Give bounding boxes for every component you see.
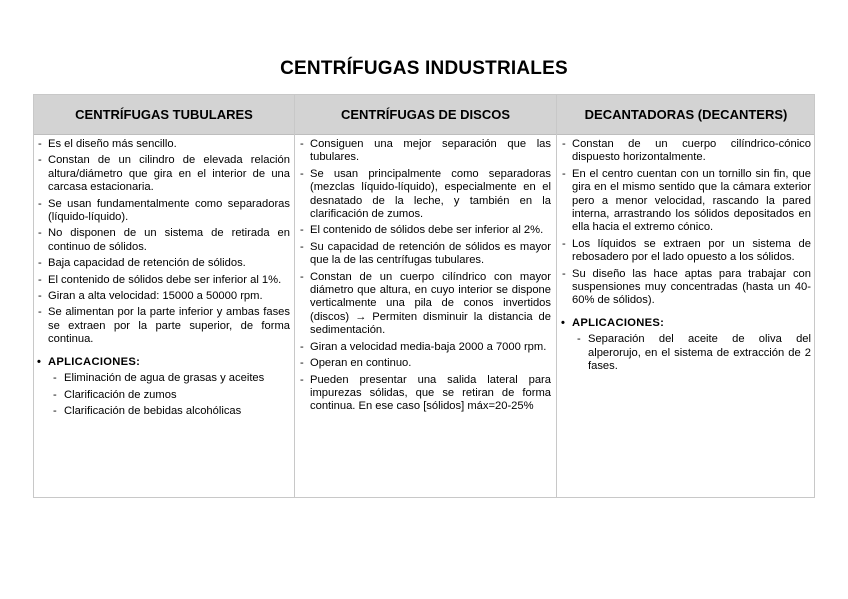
list-item: - Pueden presentar una salida lateral para impurezas sólidas, que se retiran de forma continua. En ese caso [sólidos] máx=20-25% [298, 374, 551, 414]
column-tubulares [36, 138, 290, 421]
list-discos [298, 138, 551, 414]
list-item: - Constan de un cilindro de elevada relación altura/diámetro que gira en el interior de una carcasa estacionaria. [36, 154, 290, 194]
column-divider [294, 95, 295, 497]
applications-list [36, 372, 290, 418]
list-item: - Separación del aceite de oliva del alperorujo, en el sistema de extracción de 2 fases. [576, 333, 811, 373]
list-item: - Los líquidos se extraen por un sistema de rebosadero por el lado opuesto a los sólidos. [560, 238, 811, 265]
list-item: - Es el diseño más sencillo. [36, 138, 290, 151]
list-item: - Operan en continuo. [298, 357, 551, 370]
column-discos [298, 138, 551, 417]
header-tubulares: CENTRÍFUGAS TUBULARES [75, 107, 253, 122]
page-title: CENTRÍFUGAS INDUSTRIALES [280, 58, 568, 79]
list-item: - Constan de un cuerpo cilíndrico-cónico dispuesto horizontalmente. [560, 138, 811, 165]
list-item: - En el centro cuentan con un tornillo sin fin, que gira en el mismo sentido que la cámara exterior pero a menor velocidad, rascando la pared interna, arrastrando los sólidos depositados en ella hacia el extremo cónico. [560, 168, 811, 235]
header-decantadoras: DECANTADORAS (DECANTERS) [584, 107, 788, 122]
list-item: - Eliminación de agua de grasas y aceites [52, 372, 290, 385]
applications-list [560, 333, 811, 373]
list-item: - El contenido de sólidos debe ser inferior al 2%. [298, 224, 551, 237]
list-item: - Se usan fundamentalmente como separadoras (líquido-líquido). [36, 198, 290, 225]
column-divider [556, 95, 557, 497]
list-tubulares [36, 138, 290, 347]
list-item: - Baja capacidad de retención de sólidos. [36, 257, 290, 270]
list-item: - No disponen de un sistema de retirada en continuo de sólidos. [36, 227, 290, 254]
list-item: - Clarificación de zumos [52, 389, 290, 402]
list-item: - Giran a velocidad media-baja 2000 a 7000 rpm. [298, 341, 551, 354]
list-item: - Su diseño las hace aptas para trabajar con suspensiones muy concentradas (hasta un 40-60% de sólidos). [560, 268, 811, 308]
list-item: - Constan de un cuerpo cilíndrico con mayor diámetro que altura, en cuyo interior se dispone verticalmente una pila de conos invertidos (discos) → Permiten disminuir la distancia de sedimentación. [298, 271, 551, 338]
header-discos: CENTRÍFUGAS DE DISCOS [340, 107, 510, 122]
table-header-row [34, 95, 814, 135]
comparison-table [33, 94, 815, 498]
applications-heading: • APLICACIONES: [560, 317, 811, 330]
list-item: - Consiguen una mejor separación que las tubulares. [298, 138, 551, 165]
list-item: - Clarificación de bebidas alcohólicas [52, 405, 290, 418]
list-item: - Su capacidad de retención de sólidos es mayor que la de las centrífugas tubulares. [298, 241, 551, 268]
column-decantadoras [560, 138, 811, 377]
list-item: - El contenido de sólidos debe ser inferior al 1%. [36, 274, 290, 287]
list-decantadoras [560, 138, 811, 308]
list-item: - Se alimentan por la parte inferior y ambas fases se extraen por la parte superior, de forma continua. [36, 306, 290, 346]
list-item: - Se usan principalmente como separadoras (mezclas líquido-líquido), especialmente en el desnatado de la leche, y también en la clarificación de zumos. [298, 168, 551, 222]
applications-heading: • APLICACIONES: [36, 356, 290, 369]
list-item: - Giran a alta velocidad: 15000 a 50000 rpm. [36, 290, 290, 303]
